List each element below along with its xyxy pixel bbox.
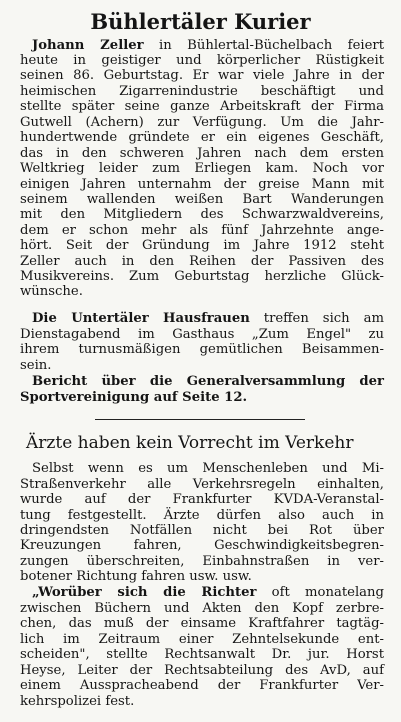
article-line: Zeller auch in den Reihen der Passiven des [20,254,384,269]
article-line: Kreuzungen fahren, Geschwindigkeitsbegren- [20,538,384,553]
article-line: Die Untertäler Hausfrauen treffen sich am [32,311,384,326]
article-line: Johann Zeller in Bühlertal-Büchelbach feiert [32,38,384,53]
article-line: einem Ausspracheabend der Frankfurter Ver- [20,678,384,693]
article-line: hört. Seit der Gründung im Jahre 1912 steht [20,238,384,253]
article-line: lich im Zeitraum einer Zehntelsekunde ent- [20,632,384,647]
article-line: Gutwell (Achern) zur Verfügung. Um die Jahr- [20,115,384,130]
notice-line: Sportvereinigung auf Seite 12. [20,390,248,405]
article-line: Musikvereins. Zum Geburtstag herzliche Glück- [20,269,384,284]
article-line: Weltkrieg leider zum Erliegen kam. Noch vor [20,161,384,176]
article-line: chen, das muß der einsame Kraftfahrer tagtäg- [20,616,384,631]
article-line: dem er schon mehr als fünf Jahrzehnte ange- [20,223,384,238]
person-name: Johann Zeller [32,38,144,53]
article-line: ihrem turnusmäßigen gemütlichen Beisammen- [20,342,384,357]
article-headline: Ärzte haben kein Vorrecht im Verkehr [26,433,354,453]
divider [95,419,305,420]
article-line: einigen Jahren unternahm der greise Mann mit [20,177,384,192]
masthead-title: Bühlertäler Kurier [90,9,311,34]
article-line: dringendsten Notfällen nicht bei Rot über [20,523,384,538]
article-line: „Worüber sich die Richter oft monatelang [32,585,384,600]
article-line: Selbst wenn es um Menschenleben und Mi- [32,461,384,476]
article-line: seinem wallenden weißen Bart Wanderungen [20,192,384,207]
article-line: heute in geistiger und körperlicher Rüstigkeit [20,53,384,68]
notice-line: Bericht über die Generalversammlung der [32,374,384,389]
article-line: tung festgestellt. Ärzte dürfen also auch in [20,508,384,523]
article-line: mit den Mitgliedern des Schwarzwaldvereins, [20,207,384,222]
article-line: seinen 86. Geburtstag. Er war viele Jahre in der [20,68,384,83]
article-line: kehrspolizei fest. [20,694,135,709]
article-line: hundertwende gründete er ein eigenes Geschäft, [20,130,384,145]
lead-phrase: Die Untertäler Hausfrauen [32,311,250,326]
article-line: wünsche. [20,284,83,299]
article-line: sein. [20,358,52,373]
article-line: zwischen Büchern und Akten den Kopf zerbre- [20,601,384,616]
article-line: Dienstagabend im Gasthaus „Zum Engel" zu [20,327,384,342]
article-line: das in den schweren Jahren nach dem ersten [20,146,384,161]
article-line: scheiden", stellte Rechtsanwalt Dr. jur. Horst [20,647,384,662]
article-line: Straßenverkehr alle Verkehrsregeln einhalten, [20,477,384,492]
quote-lead: „Worüber sich die Richter [32,585,257,600]
article-line: Heyse, Leiter der Rechtsabteilung des AvD, auf [20,663,384,678]
article-line: wurde auf der Frankfurter KVDA-Veranstal- [20,492,384,507]
article-line: stellte später seine ganze Arbeitskraft der Firma [20,99,384,114]
article-line: heimischen Zigarrenindustrie beschäftigt und [20,84,384,99]
article-line: zungen überschreiten, Einbahnstraßen in ver- [20,554,384,569]
article-line: botener Richtung fahren usw. usw. [20,569,252,584]
